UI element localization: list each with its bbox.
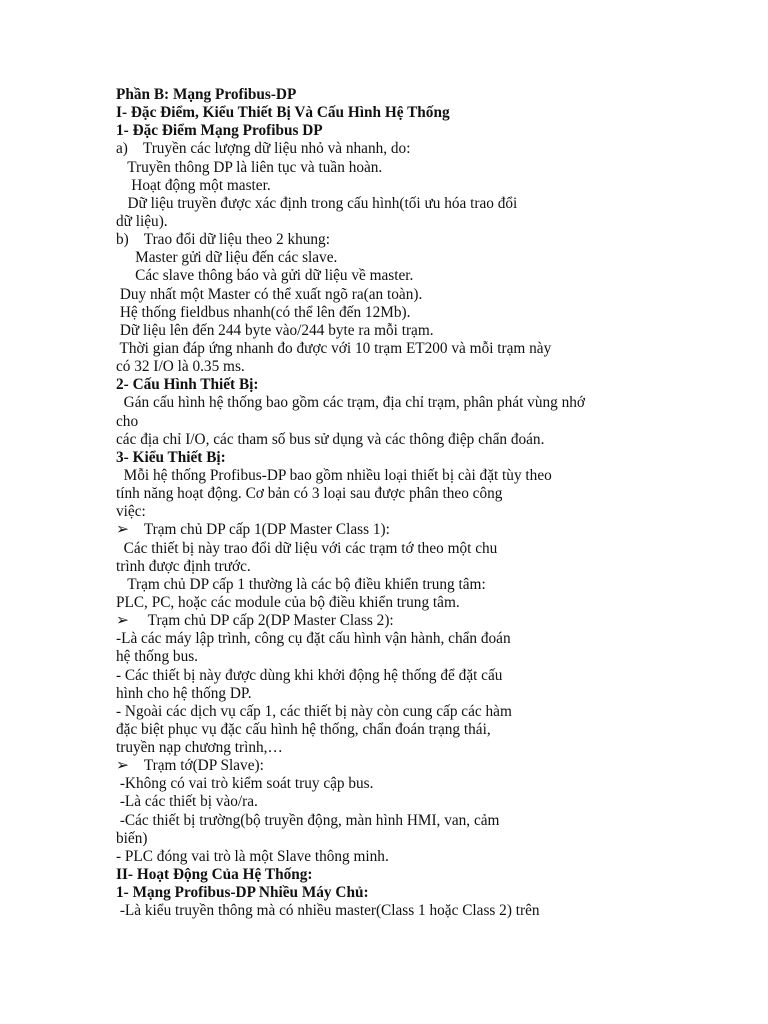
text-line: đặc biệt phục vụ đặc cấu hình hệ thống, chẩn đoán trạng thái, [116,720,491,738]
text-line: Hoạt động một master. [116,176,271,194]
heading-line: 1- Đặc Điểm Mạng Profibus DP [116,122,323,140]
text-line: Các thiết bị này trao đổi dữ liệu với các trạm tớ theo một chu [116,539,498,557]
text-line: a) Truyền các lượng dữ liệu nhỏ và nhanh, do: [116,140,411,158]
heading-line: 2- Cấu Hình Thiết Bị: [116,376,259,394]
text-line: truyền nạp chương trình,… [116,739,283,757]
text-line: Hệ thống fieldbus nhanh(có thể lên đến 12Mb). [116,303,411,321]
text-line: dữ liệu). [116,212,168,230]
text-line: -Là các máy lập trình, công cụ đặt cấu hình vận hành, chẩn đoán [116,630,511,648]
heading-line: 1- Mạng Profibus-DP Nhiều Máy Chủ: [116,884,369,902]
heading-line: II- Hoạt Động Của Hệ Thống: [116,866,313,884]
text-line: ➢ Trạm chủ DP cấp 2(DP Master Class 2): [116,612,394,630]
document-body [116,86,636,920]
text-line: Các slave thông báo và gửi dữ liệu về master. [116,267,414,285]
text-line: - Các thiết bị này được dùng khi khởi động hệ thống để đặt cấu [116,666,503,684]
text-line: -Là các thiết bị vào/ra. [116,793,258,811]
text-line: ➢ Trạm tớ(DP Slave): [116,757,264,775]
text-line: -Không có vai trò kiểm soát truy cập bus. [116,775,374,793]
text-line: Dữ liệu lên đến 244 byte vào/244 byte ra mỗi trạm. [116,321,434,339]
text-line: việc: [116,503,146,521]
text-line: các địa chỉ I/O, các tham số bus sử dụng và các thông điệp chẩn đoán. [116,430,545,448]
heading-line: Phần B: Mạng Profibus-DP [116,86,297,103]
heading-line: 3- Kiểu Thiết Bị: [116,448,226,466]
text-line: hệ thống bus. [116,648,199,666]
text-line: tính năng hoạt động. Cơ bản có 3 loại sau được phân theo công [116,485,503,503]
text-line: cho [116,412,139,430]
text-line: Master gửi dữ liệu đến các slave. [116,249,338,267]
text-line: Gán cấu hình hệ thống bao gồm các trạm, địa chỉ trạm, phân phát vùng nhớ [116,394,585,412]
text-line: Mỗi hệ thống Profibus-DP bao gồm nhiều loại thiết bị cài đặt tùy theo [116,466,552,484]
text-line: - PLC đóng vai trò là một Slave thông minh. [116,847,389,865]
text-line: hình cho hệ thống DP. [116,684,252,702]
text-line: -Là kiểu truyền thông mà có nhiều master(Class 1 hoặc Class 2) trên [116,902,540,920]
text-line: PLC, PC, hoặc các module của bộ điều khiển trung tâm. [116,593,460,611]
text-line: b) Trao đổi dữ liệu theo 2 khung: [116,231,330,249]
text-line: ➢ Trạm chủ DP cấp 1(DP Master Class 1): [116,521,390,539]
text-line: Thời gian đáp ứng nhanh đo được với 10 trạm ET200 và mỗi trạm này [116,339,552,357]
text-line: -Các thiết bị trường(bộ truyền động, màn hình HMI, van, cảm [116,811,500,829]
text-line: biến) [116,829,148,847]
text-line: Truyền thông DP là liên tục và tuần hoàn. [116,158,383,176]
text-line: có 32 I/O là 0.35 ms. [116,358,245,376]
text-line: Duy nhất một Master có thể xuất ngõ ra(an toàn). [116,285,423,303]
text-line: Trạm chủ DP cấp 1 thường là các bộ điều khiển trung tâm: [116,575,486,593]
text-line: Dữ liệu truyền được xác định trong cấu hình(tối ưu hóa trao đổi [116,194,518,212]
text-line: trình được định trước. [116,557,251,575]
heading-line: I- Đặc Điểm, Kiểu Thiết Bị Và Cấu Hình Hệ Thống [116,104,450,122]
text-line: - Ngoài các dịch vụ cấp 1, các thiết bị này còn cung cấp các hàm [116,702,512,720]
